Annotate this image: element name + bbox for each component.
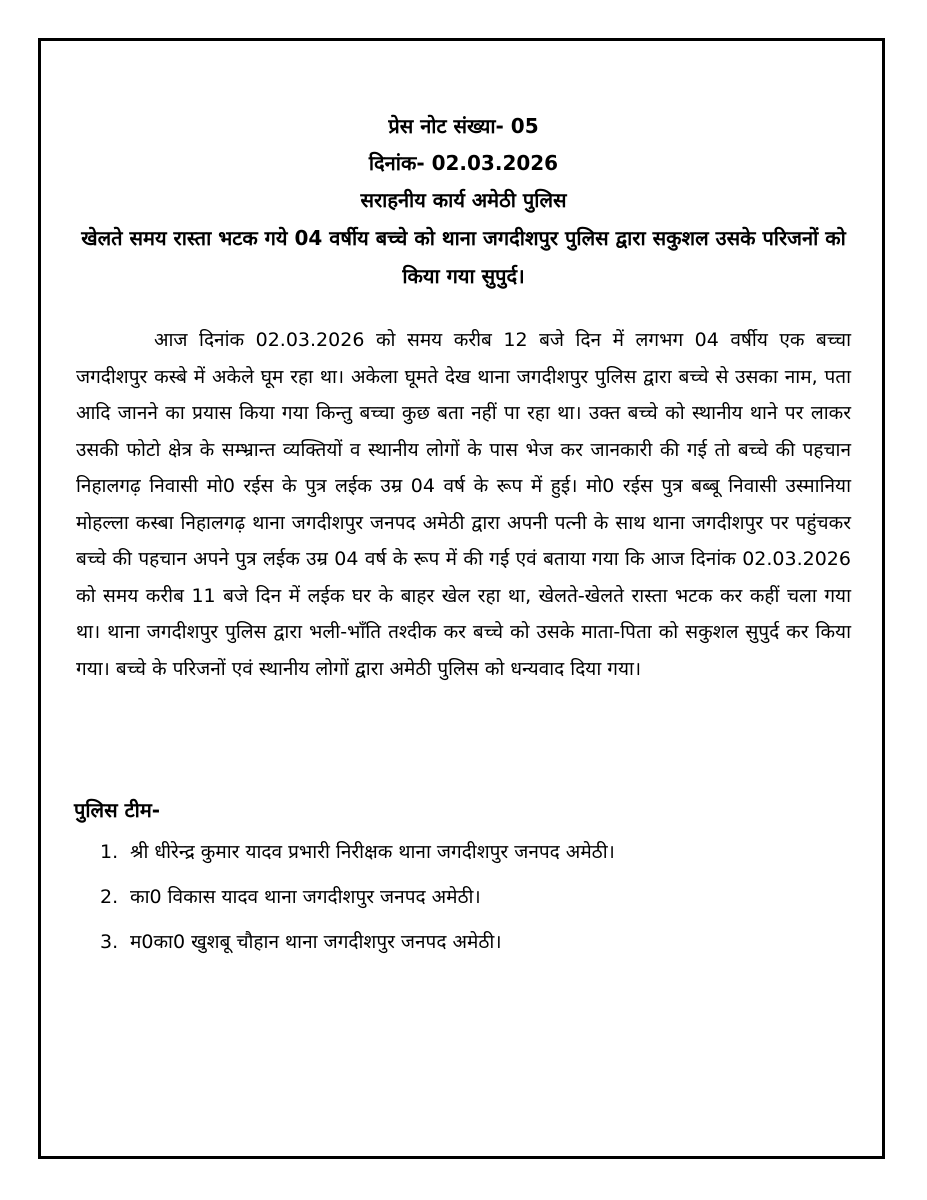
police-team-heading: पुलिस टीम- <box>74 798 161 822</box>
press-note-date: दिनांक- 02.03.2026 <box>368 151 559 175</box>
list-item-text: का0 विकास यादव थाना जगदीशपुर जनपद अमेठी। <box>130 886 481 908</box>
press-note-headline: खेलते समय रास्ता भटक गये 04 वर्षीय बच्चे को थाना जगदीशपुर पुलिस द्वारा सकुशल उसके परिजनों को किया गया सुपुर्द। <box>81 226 846 288</box>
list-item-text: म0का0 खुशबू चौहान थाना जगदीशपुर जनपद अमेठी। <box>130 931 502 953</box>
list-item-text: श्री धीरेन्द्र कुमार यादव प्रभारी निरीक्षक थाना जगदीशपुर जनपद अमेठी। <box>130 841 615 863</box>
press-note-number: प्रेस नोट संख्या- 05 <box>388 114 539 138</box>
list-item <box>100 830 860 875</box>
list-item <box>100 920 860 965</box>
list-item-number: 3. <box>100 931 119 953</box>
list-item-number: 1. <box>100 841 119 863</box>
body-paragraph: आज दिनांक 02.03.2026 को समय करीब 12 बजे दिन में लगभग 04 वर्षीय एक बच्चा जगदीशपुर कस्बे में अकेले घूम रहा था। अकेला घूमते देख थाना जगदीशपुर पुलिस द्वारा बच्चे से उसका नाम, पता आदि जानने का प्रयास किया गया किन्तु बच्चा कुछ बता नहीं पा रहा था। उक्त बच्चे को स्थानीय थाने पर लाकर उसकी फोटो क्षेत्र के सम्भ्रान्त व्यक्तियों व स्थानीय लोगों के पास भेज कर जानकारी की गई तो बच्चे की पहचान निहालगढ़ निवासी मो0 रईस के पुत्र लईक उम्र 04 वर्ष के रूप में हुई। मो0 रईस पुत्र बब्बू निवासी उस्मानिया मोहल्ला कस्बा निहालगढ़ थाना जगदीशपुर जनपद अमेठी द्वारा अपनी पत्नी के साथ थाना जगदीशपुर पर पहुंचकर बच्चे की पहचान अपने पुत्र लईक उम्र 04 वर्ष के रूप में की गई एवं बताया गया कि आज दिनांक 02.03.2026 को समय करीब 11 बजे दिन में लईक घर के बाहर खेल रहा था, खेलते-खेलते रास्ता भटक कर कहीं चला गया था। थाना जगदीशपुर पुलिस द्वारा भली-भाँति तश्दीक कर बच्चे को उसके माता-पिता को सकुशल सुपुर्द कर किया गया। बच्चे के परिजनों एवं स्थानीय लोगों द्वारा अमेठी पुलिस को धन्यवाद दिया गया। <box>76 329 851 680</box>
list-item <box>100 875 860 920</box>
police-team-list <box>100 830 860 965</box>
list-item-number: 2. <box>100 886 119 908</box>
document-header <box>70 108 857 295</box>
press-note-subtitle: सराहनीय कार्य अमेठी पुलिस <box>360 188 567 212</box>
